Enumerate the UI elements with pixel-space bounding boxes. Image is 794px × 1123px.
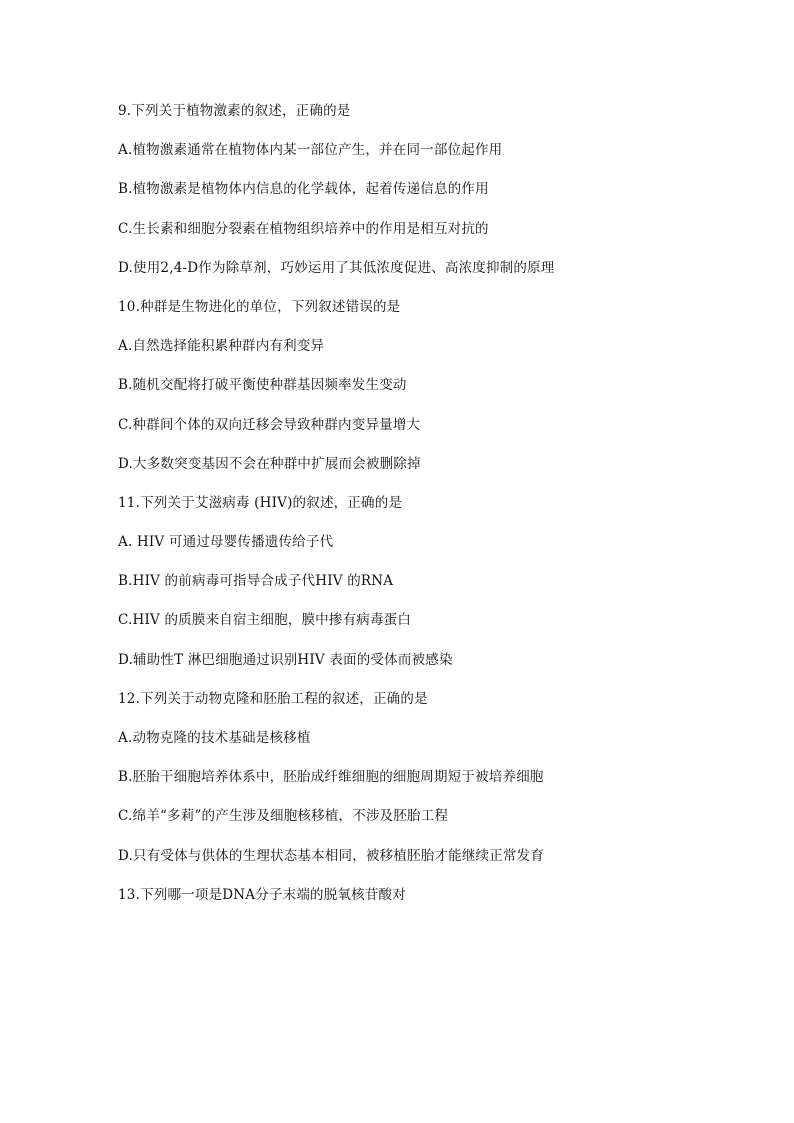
question-11-option-c: C.HIV 的质膜来自宿主细胞，膜中掺有病毒蛋白 bbox=[118, 612, 412, 629]
question-10-option-b: B.随机交配将打破平衡使种群基因频率发生变动 bbox=[118, 377, 407, 394]
question-10-option-a: A.自然选择能积累种群内有利变异 bbox=[118, 338, 325, 355]
question-9-stem: 9.下列关于植物激素的叙述，正确的是 bbox=[118, 103, 351, 119]
question-9-option-a: A.植物激素通常在植物体内某一部位产生，并在同一部位起作用 bbox=[118, 142, 503, 159]
question-10-option-d: D.大多数突变基因不会在种群中扩展而会被删除掉 bbox=[118, 455, 421, 472]
question-12-option-a: A.动物克隆的技术基础是核移植 bbox=[118, 730, 311, 746]
question-11-stem: 11.下列关于艾滋病毒 (HIV)的叙述，正确的是 bbox=[118, 494, 403, 511]
question-13-stem: 13.下列哪一项是DNA分子末端的脱氧核苷酸对 bbox=[118, 886, 406, 903]
question-12-option-c: C.绵羊“多莉”的产生涉及细胞核移植，不涉及胚胎工程 bbox=[118, 808, 449, 825]
question-12-stem: 12.下列关于动物克隆和胚胎工程的叙述，正确的是 bbox=[118, 690, 428, 707]
question-9-option-d: D.使用2,4-D作为除草剂，巧妙运用了其低浓度促进、高浓度抑制的原理 bbox=[118, 259, 555, 276]
question-list bbox=[118, 100, 758, 923]
question-12-option-b: B.胚胎干细胞培养体系中，胚胎成纤维细胞的细胞周期短于被培养细胞 bbox=[118, 769, 544, 786]
question-12-option-d: D.只有受体与供体的生理状态基本相同，被移植胚胎才能继续正常发育 bbox=[118, 847, 545, 864]
question-11-option-b: B.HIV 的前病毒可指导合成子代HIV 的RNA bbox=[118, 573, 394, 590]
question-9-option-b: B.植物激素是植物体内信息的化学载体，起着传递信息的作用 bbox=[118, 181, 489, 198]
question-10-stem: 10.种群是生物进化的单位，下列叙述错误的是 bbox=[118, 298, 401, 315]
question-10-option-c: C.种群间个体的双向迁移会导致种群内变异量增大 bbox=[118, 416, 421, 433]
question-11-option-d: D.辅助性T 淋巴细胞通过识别HIV 表面的受体而被感染 bbox=[118, 651, 453, 668]
question-11-option-a: A. HIV 可通过母婴传播遗传给子代 bbox=[118, 534, 334, 551]
question-9-option-c: C.生长素和细胞分裂素在植物组织培养中的作用是相互对抗的 bbox=[118, 220, 489, 237]
